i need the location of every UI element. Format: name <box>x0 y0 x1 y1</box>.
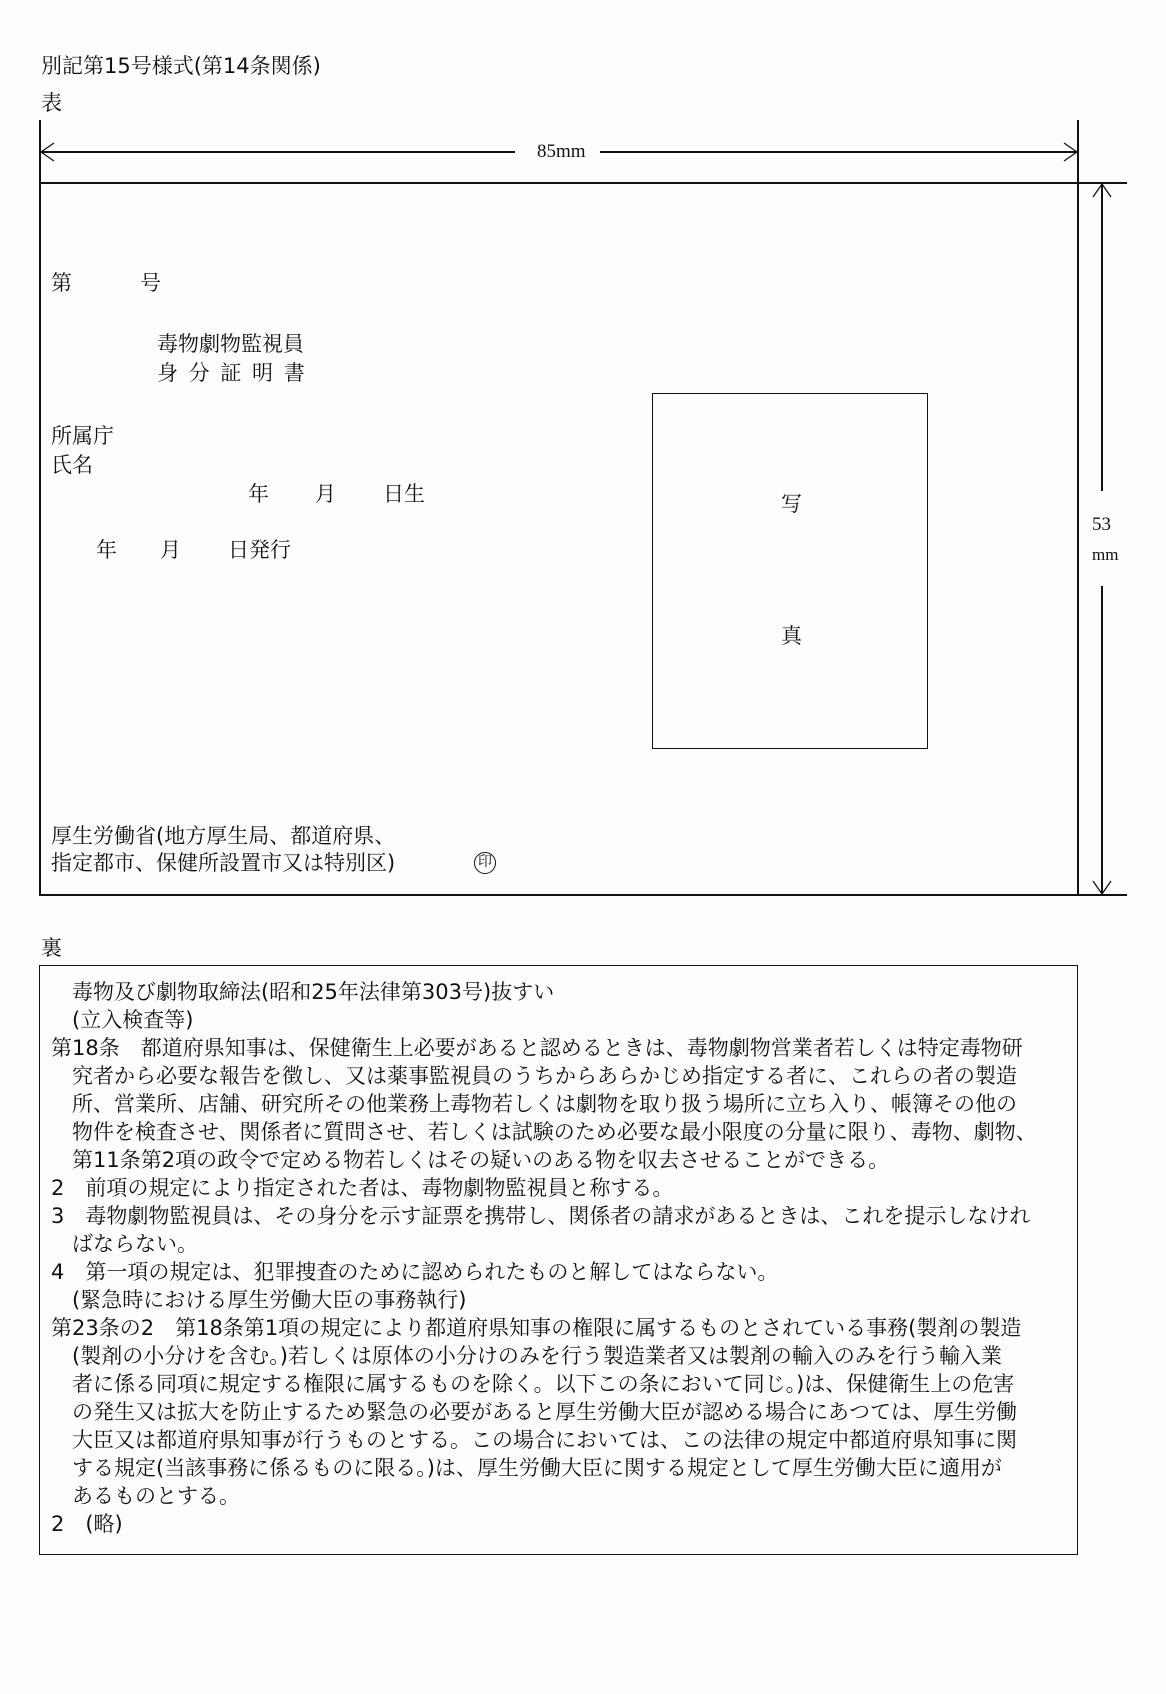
statute-line: 2 前項の規定により指定された者は、毒物劇物監視員と称する。 <box>51 1176 674 1200</box>
card-title-line2: 身 分 証 明 書 <box>157 361 307 385</box>
birth-day: 日生 <box>383 482 425 506</box>
statute-line: 第18条 都道府県知事は、保健衛生上必要があると認めるときは、毒物劇物営業者若しくは特定毒物研 <box>51 1036 1023 1060</box>
issue-month: 月 <box>160 538 181 562</box>
card-title-line1: 毒物劇物監視員 <box>157 332 304 356</box>
statute-line: (緊急時における厚生労働大臣の事務執行) <box>51 1288 467 1312</box>
statute-line: 4 第一項の規定は、犯罪捜査のために認められたものと解してはならない。 <box>51 1260 779 1284</box>
statute-line: 3 毒物劇物監視員は、その身分を示す証票を携帯し、関係者の請求があるときは、これを提示しなけれ <box>51 1204 1031 1228</box>
photo-char1: 写 <box>781 492 802 516</box>
card-bottom-border <box>39 894 1127 896</box>
height-value: 53 <box>1092 514 1111 535</box>
vdim-line-top <box>1101 183 1103 491</box>
statute-line: の発生又は拡大を防止するため緊急の必要があると厚生労働大臣が認める場合にあつては、厚生労働 <box>51 1400 1017 1424</box>
issue-day: 日発行 <box>228 538 291 562</box>
statute-line: 第23条の2 第18条第1項の規定により都道府県知事の権限に属するものとされている事務(製剤の製造 <box>51 1316 1022 1340</box>
dim-line-right <box>600 151 1077 153</box>
statute-line: 大臣又は都道府県知事が行うものとする。この場合においては、この法律の規定中都道府県知事に関 <box>51 1428 1017 1452</box>
photo-char2: 真 <box>781 624 802 648</box>
name-label: 氏名 <box>51 453 93 477</box>
birth-year: 年 <box>248 482 269 506</box>
statute-line: する規定(当該事務に係るものに限る。)は、厚生労働大臣に関する規定として厚生労働大臣に適用が <box>51 1456 1002 1480</box>
arrow-up-icon <box>1091 183 1113 199</box>
arrow-left-icon <box>40 141 56 163</box>
card-top-border <box>39 182 1127 184</box>
statute-line: ばならない。 <box>51 1232 198 1256</box>
card-right-border <box>1077 120 1079 895</box>
statute-line: (製剤の小分けを含む。)若しくは原体の小分けのみを行う製造業者又は製剤の輸入のみを行う輸入業 <box>51 1344 1002 1368</box>
statute-line: 毒物及び劇物取締法(昭和25年法律第303号)抜すい <box>51 980 555 1004</box>
form-title: 別記第15号様式(第14条関係) <box>41 54 321 78</box>
arrow-right-icon <box>1062 141 1078 163</box>
issuer-line2: 指定都市、保健所設置市又は特別区) <box>51 851 396 875</box>
number-suffix: 号 <box>140 271 161 295</box>
front-label: 表 <box>41 91 62 115</box>
affiliation-label: 所属庁 <box>51 424 114 448</box>
number-prefix: 第 <box>51 271 72 295</box>
height-unit: mm <box>1092 545 1119 564</box>
statute-line: あるものとする。 <box>51 1484 240 1508</box>
statute-line: 究者から必要な報告を徴し、又は薬事監視員のうちからあらかじめ指定する者に、これらの者の製造 <box>51 1064 1017 1088</box>
statute-line: (立入検査等) <box>51 1008 194 1032</box>
arrow-down-icon <box>1091 879 1113 895</box>
statute-line: 所、営業所、店舗、研究所その他業務上毒物若しくは劇物を取り扱う場所に立ち入り、帳簿その他の <box>51 1092 1017 1116</box>
statute-excerpt <box>51 978 1069 1538</box>
seal-icon: 印 <box>474 852 496 874</box>
card-left-border <box>39 120 41 895</box>
back-label: 裏 <box>41 936 62 960</box>
dim-line-left <box>40 151 515 153</box>
width-label: 85mm <box>537 141 586 162</box>
statute-line: 2 (略) <box>51 1512 123 1536</box>
photo-box <box>652 393 928 749</box>
issuer-line1: 厚生労働省(地方厚生局、都道府県、 <box>51 824 396 848</box>
statute-line: 第11条第2項の政令で定める物若しくはその疑いのある物を収去させることができる。 <box>51 1148 890 1172</box>
birth-month: 月 <box>315 482 336 506</box>
statute-line: 者に係る同項に規定する権限に属するものを除く。以下この条において同じ。)は、保健衛生上の危害 <box>51 1372 1015 1396</box>
vdim-line-bottom <box>1101 586 1103 894</box>
issue-year: 年 <box>96 538 117 562</box>
statute-line: 物件を検査させ、関係者に質問させ、若しくは試験のため必要な最小限度の分量に限り、毒物、劇物、 <box>51 1120 1037 1144</box>
